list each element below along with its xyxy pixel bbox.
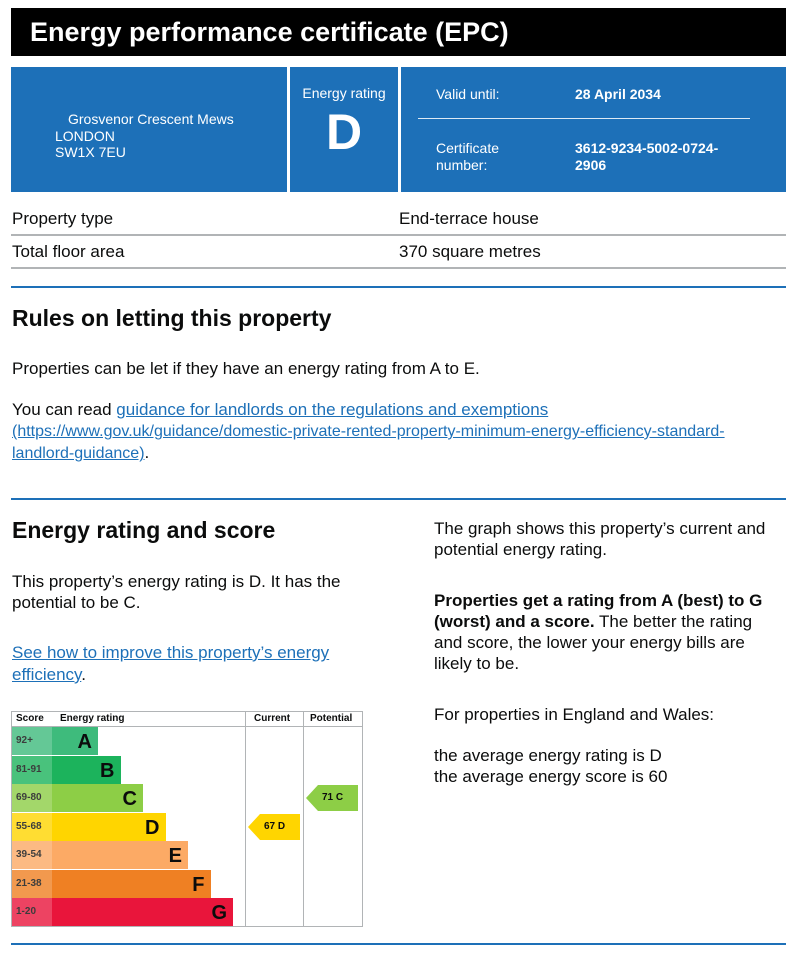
- summary-label: Property type: [12, 209, 114, 228]
- band-bar: C: [52, 784, 143, 812]
- energy-rating-text-line-1: This property’s energy rating is D. It has the: [12, 572, 341, 591]
- link-suffix: .: [81, 665, 87, 684]
- section-divider: [11, 943, 786, 945]
- valid-until-value: 28 April 2034: [575, 86, 661, 102]
- average-stats: [434, 745, 667, 787]
- chart-header-rating: Energy rating: [60, 713, 125, 724]
- letting-heading: Rules on letting this property: [12, 305, 332, 331]
- summary-value: End-terrace house: [399, 209, 539, 228]
- graph-explanation-line-1: The graph shows this property’s current and: [434, 519, 766, 538]
- average-score: the average energy score is 60: [434, 767, 668, 786]
- band-score-range: 21-38: [12, 870, 52, 898]
- page-title: Energy performance certificate (EPC): [11, 8, 786, 56]
- band-bar: D: [52, 813, 166, 841]
- rating-explanation-bold-2: (worst) and a score.: [434, 612, 595, 631]
- rating-explanation: [434, 590, 762, 674]
- certificate-panel: [401, 67, 786, 192]
- guidance-prefix: You can read: [12, 400, 117, 419]
- landlord-guidance-link-url-end[interactable]: landlord-guidance): [12, 445, 145, 462]
- guidance-suffix: .: [144, 443, 150, 462]
- rating-explanation-bold-1: Properties get a rating from A (best) to G: [434, 591, 763, 610]
- rating-explanation-line-4: likely to be.: [434, 654, 520, 673]
- letting-paragraph: Properties can be let if they have an energy rating from A to E.: [12, 359, 480, 378]
- graph-explanation: [434, 518, 765, 560]
- average-rating: the average energy rating is D: [434, 746, 662, 765]
- address-line-1: Grosvenor Crescent Mews: [68, 111, 234, 127]
- rating-explanation-rest: The better the rating: [594, 612, 753, 631]
- letting-guidance-paragraph: [12, 399, 772, 464]
- chart-header-potential: Potential: [310, 713, 353, 724]
- certificate-label-line-1: Certificate: [436, 140, 500, 156]
- energy-rating-heading: Energy rating and score: [12, 517, 276, 543]
- landlord-guidance-link[interactable]: guidance for landlords on the regulations and exemptions: [116, 400, 549, 419]
- summary-row-floor-area: [11, 235, 786, 269]
- valid-until-label: Valid until:: [436, 86, 500, 102]
- summary-value: 370 square metres: [399, 242, 541, 261]
- potential-rating-arrow: [306, 785, 358, 811]
- band-bar: B: [52, 756, 121, 784]
- band-bar: F: [52, 870, 211, 898]
- chart-header-score: Score: [16, 713, 44, 724]
- band-score-range: 1-20: [12, 898, 52, 926]
- england-wales-label: For properties in England and Wales:: [434, 705, 715, 724]
- band-score-range: 81-91: [12, 756, 52, 784]
- energy-rating-letter: D: [325, 104, 363, 160]
- energy-rating-panel: [290, 67, 398, 192]
- address-line-2: LONDON: [55, 128, 115, 144]
- potential-rating-arrow-label: 71 C: [322, 792, 344, 803]
- section-divider: [11, 498, 786, 500]
- band-score-range: 39-54: [12, 841, 52, 869]
- band-score-range: 55-68: [12, 813, 52, 841]
- band-score-range: 69-80: [12, 784, 52, 812]
- graph-explanation-line-2: potential energy rating.: [434, 540, 607, 559]
- improve-efficiency-link-end[interactable]: efficiency: [12, 665, 82, 684]
- section-divider: [11, 286, 786, 288]
- current-rating-arrow: [248, 814, 300, 840]
- current-rating-arrow-label: 67 D: [264, 820, 286, 832]
- certificate-number-line-2: 2906: [575, 157, 607, 173]
- address-panel: [11, 67, 287, 192]
- chart-header-current: Current: [254, 713, 291, 724]
- band-bar: G: [52, 898, 233, 926]
- panel-divider: [418, 118, 750, 119]
- energy-rating-chart: [11, 711, 363, 927]
- improve-efficiency-paragraph: [12, 642, 329, 686]
- certificate-label-line-2: number:: [436, 157, 488, 173]
- energy-rating-text-line-2: potential to be C.: [12, 593, 141, 612]
- energy-rating-paragraph: [12, 571, 341, 613]
- chart-column-divider: [245, 712, 246, 926]
- summary-label: Total floor area: [12, 242, 125, 261]
- summary-row-property-type: [11, 202, 786, 236]
- band-bar: A: [52, 727, 98, 755]
- improve-efficiency-link[interactable]: See how to improve this property’s energy: [12, 643, 330, 662]
- certificate-number-line-1: 3612-9234-5002-0724-: [575, 140, 719, 156]
- rating-explanation-line-3: and score, the lower your energy bills are: [434, 633, 745, 652]
- chart-column-divider: [303, 712, 304, 926]
- band-score-range: 92+: [12, 727, 52, 755]
- address-postcode: SW1X 7EU: [55, 144, 126, 160]
- band-bar: E: [52, 841, 188, 869]
- energy-rating-label: Energy rating: [302, 85, 386, 101]
- landlord-guidance-link-url[interactable]: (https://www.gov.uk/guidance/domestic-private-rented-property-minimum-energy-efficiency-standard-: [12, 423, 725, 440]
